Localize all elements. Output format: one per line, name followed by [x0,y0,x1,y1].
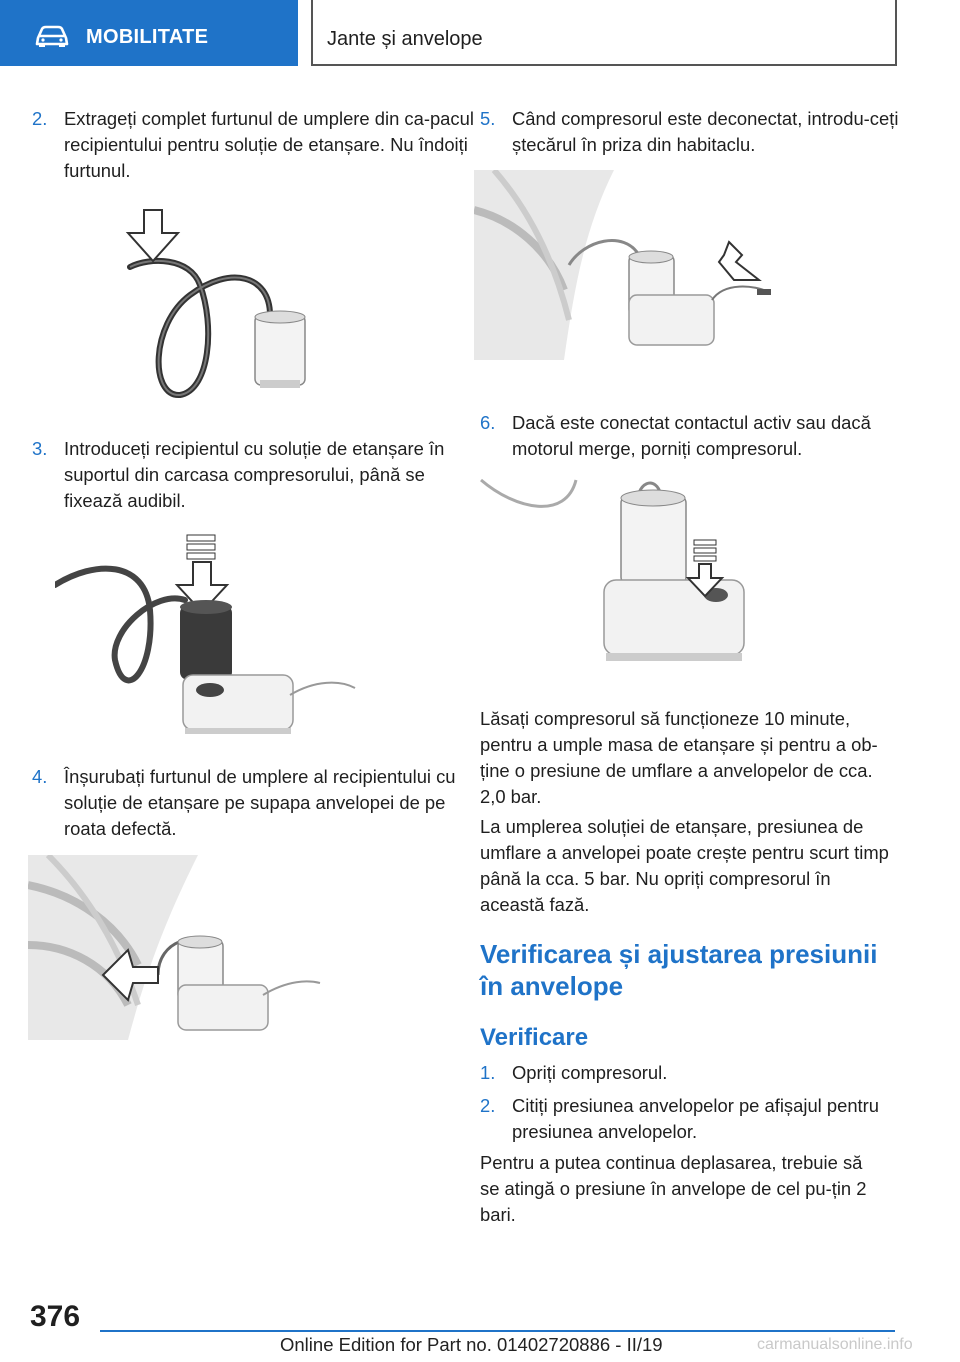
watermark: carmanualsonline.info [757,1336,913,1353]
step-number: 1. [480,1062,496,1083]
section-name: MOBILITATE [86,26,209,48]
step-number: 2. [32,108,48,129]
step-text: Dacă este conectat contactul activ sau dacă motorul merge, porniți compresorul. [512,412,871,459]
step-number: 3. [32,438,48,459]
step-number: 4. [32,766,48,787]
step-number: 6. [480,412,496,433]
compressor-insert-figure [55,530,375,745]
page-number: 376 [30,1300,81,1333]
plug-figure [474,170,784,360]
step-text: Citiți presiunea anvelopelor pe afișajul pentru presiunea anvelopelor. [512,1095,880,1142]
chapter-title: Jante și anvelope [327,28,483,50]
subsection-heading: Verificare [480,1024,589,1051]
step-text: Înșurubați furtunul de umplere al recipientului cu soluție de etanșare pe supapa anvelopei de pe roata defectă. [64,766,456,839]
step-text: Când compresorul este deconectat, introdu-ceți ștecărul în priza din habitaclu. [512,108,899,155]
paragraph: Lăsați compresorul să funcționeze 10 minute, pentru a umple masa de etanșare și pentru a ob-ține o presiune de umflare a anvelopelor de cca. 2,0 bar. [480,708,878,807]
step-text: Opriți compresorul. [512,1062,668,1083]
step-text: Extrageți complet furtunul de umplere din ca-pacul recipientului pentru soluție de etanșare. Nu îndoiți furtunul. [64,108,474,181]
section-heading: Verificarea și ajustarea presiunii în anvelope [480,939,878,1001]
wheel-valve-figure [28,855,328,1040]
chapter-header [311,0,897,66]
footer-divider [100,1330,895,1332]
car-icon [34,24,70,48]
paragraph: La umplerea soluției de etanșare, presiunea de umflare a anvelopei poate crește pentru scurt timp până la cca. 5 bar. Nu opriți compresorul în această fază. [480,816,889,915]
step-number: 2. [480,1095,496,1116]
step-text: Introduceți recipientul cu soluție de etanșare în suportul din carcasa compresorului, până se fixează audibil. [64,438,445,511]
paragraph: Pentru a putea continua deplasarea, trebuie să se atingă o presiune în anvelope de cel pu-țin 2 bari. [480,1152,867,1225]
compressor-start-figure [476,470,766,670]
section-tab [0,0,298,66]
hose-container-figure [120,205,320,405]
step-number: 5. [480,108,496,129]
footer-edition: Online Edition for Part no. 01402720886 - II/19 [280,1334,663,1355]
